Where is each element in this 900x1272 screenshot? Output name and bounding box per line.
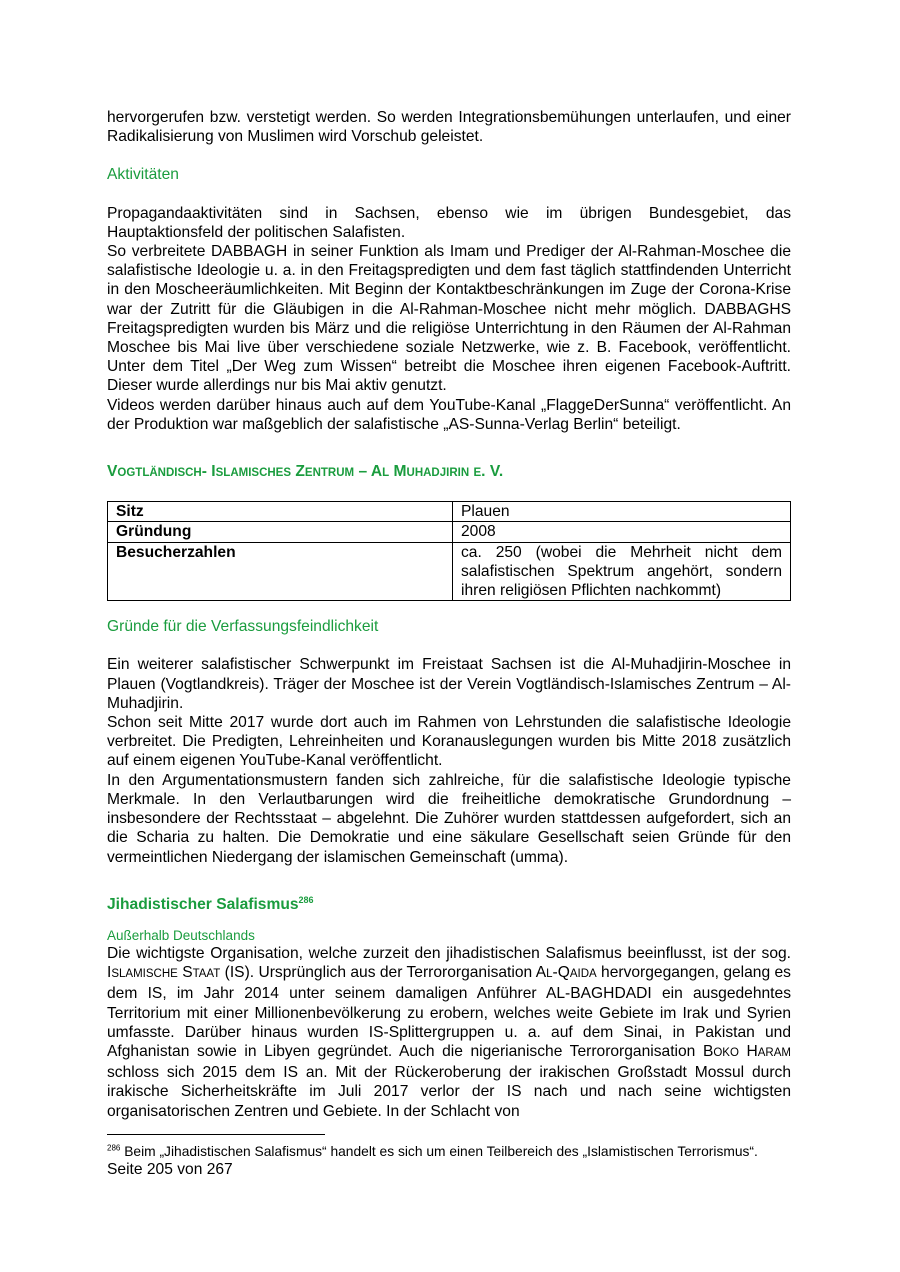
table-key: Besucherzahlen (108, 542, 453, 601)
table-key: Sitz (108, 502, 453, 522)
section-heading-vogtlaendisch: VOGTLÄNDISCH- ISLAMISCHES ZENTRUM – AL MUHADJIRIN E. V. (107, 463, 504, 481)
table-row (108, 542, 791, 601)
footnote: $^{286}$ Beim „Jihadistischen Salafismus“ handelt es sich um einen Teilbereich des „Islamistischen Terrorismus“. (107, 1143, 758, 1159)
aktivitaeten-paragraph-2: So verbreitete DABBAGH in seiner Funktion als Imam und Prediger der Al-Rahman-Moschee die salafistische Ideologie u. a. in den Freitagspredigten und dem fast täglich stattfindenden Unterricht in den Moscheeräumlichkeiten. Mit Beginn der Kontaktbeschränkungen im Zuge der Corona-Krise war der Zutritt für die Gläubigen in die Al-Rahman-Moschee nicht mehr möglich. DABBAGHS Freitagspredigten wurden bis März und die religiöse Unterrichtung in den Räumen der Al-Rahman Moschee bis Mai live über verschiedene soziale Netzwerke, wie z. B. Facebook, veröffentlicht. Unter dem Titel „Der Weg zum Wissen“ betreibt die Moschee ihren eigenen Facebook-Auftritt. Dieser wurde allerdings nur bis Mai aktiv genutzt. (107, 243, 791, 395)
gruende-paragraph-1: Ein weiterer salafistischer Schwerpunkt im Freistaat Sachsen ist die Al-Muhadjirin-Moschee in Plauen (Vogtlandkreis). Träger der Moschee ist der Verein Vogtländisch-Islamisches Zentrum – Al-Muhadjirin. (107, 656, 791, 712)
heading-jihadistischer-salafismus: Jihadistischer Salafismus$^{286}$ (107, 894, 314, 913)
heading-gruende: Gründe für die Verfassungsfeindlichkeit (107, 618, 379, 636)
facts-table (107, 501, 791, 601)
jihad-paragraph: Die wichtigste Organisation, welche zurzeit den jihadistischen Salafismus beeinflusst, ist der sog. ISLAMISCHE STAAT (IS). Ursprünglich aus der Terrororganisation AL-QAIDA hervorgegangen, gelang es dem IS, im Jahr 2014 unter seinem damaligen Anführer AL-BAGHDADI ein ausgedehntes Territorium mit einer Millionenbevölkerung zu erobern, welches weite Gebiete im Irak und Syrien umfasste. Darüber hinaus wurden IS-Splittergruppen u. a. auf dem Sinai, in Pakistan und Afghanistan sowie in Libyen gegründet. Auch die nigerianische Terrororganisation BOKO HARAM schloss sich 2015 dem IS an. Mit der Rückeroberung der irakischen Großstadt Mossul durch irakische Sicherheitskräfte im Juli 2017 verlor der IS nach und nach seine wichtigsten organisatorischen Zentren und Gebiete. In der Schlacht von (107, 944, 791, 1120)
page-number: Seite 205 von 267 (107, 1161, 233, 1178)
table-row (108, 502, 791, 522)
aktivitaeten-paragraph-3: Videos werden darüber hinaus auch auf dem YouTube-Kanal „FlaggeDerSunna“ veröffentlicht. An der Produktion war maßgeblich der salafistische „AS-Sunna-Verlag Berlin“ beteiligt. (107, 396, 791, 433)
document-page (107, 108, 791, 1121)
intro-paragraph: hervorgerufen bzw. verstetigt werden. So werden Integrationsbemühungen unterlaufen, und einer Radikalisierung von Muslimen wird Vorschub geleistet. (107, 109, 791, 146)
gruende-paragraph-2: Schon seit Mitte 2017 wurde dort auch im Rahmen von Lehrstunden die salafistische Ideologie verbreitet. Die Predigten, Lehreinheiten und Koranauslegungen wurden bis Mitte 2018 zusätzlich auf einem eigenen YouTube-Kanal veröffentlicht. (107, 714, 791, 770)
table-value: 2008 (453, 522, 791, 542)
heading-aktivitaeten: Aktivitäten (107, 166, 179, 184)
footnote-ref: 286 (298, 894, 314, 905)
table-row (108, 522, 791, 542)
footer (107, 1134, 791, 1179)
table-key: Gründung (108, 522, 453, 542)
table-value: Plauen (453, 502, 791, 522)
table-value: ca. 250 (wobei die Mehrheit nicht dem salafistischen Spektrum angehört, sondern ihren religiösen Pflichten nachkommt) (453, 542, 791, 601)
gruende-paragraph-3: In den Argumentationsmustern fanden sich zahlreiche, für die salafistische Ideologie typische Merkmale. In den Verlautbarungen wird die freiheitliche demokratische Grundordnung – insbesondere der Rechtsstaat – abgelehnt. Die Zuhörer wurden stattdessen aufgefordert, sich an die Scharia zu halten. Die Demokratie und eine säkulare Gesellschaft seien Gründe für den vermeintlichen Niedergang der islamischen Gemeinschaft (umma). (107, 771, 791, 866)
aktivitaeten-paragraph-1: Propagandaaktivitäten sind in Sachsen, ebenso wie im übrigen Bundesgebiet, das Hauptaktionsfeld der politischen Salafisten. (107, 204, 791, 241)
subheading-ausserhalb: Außerhalb Deutschlands (107, 927, 255, 943)
